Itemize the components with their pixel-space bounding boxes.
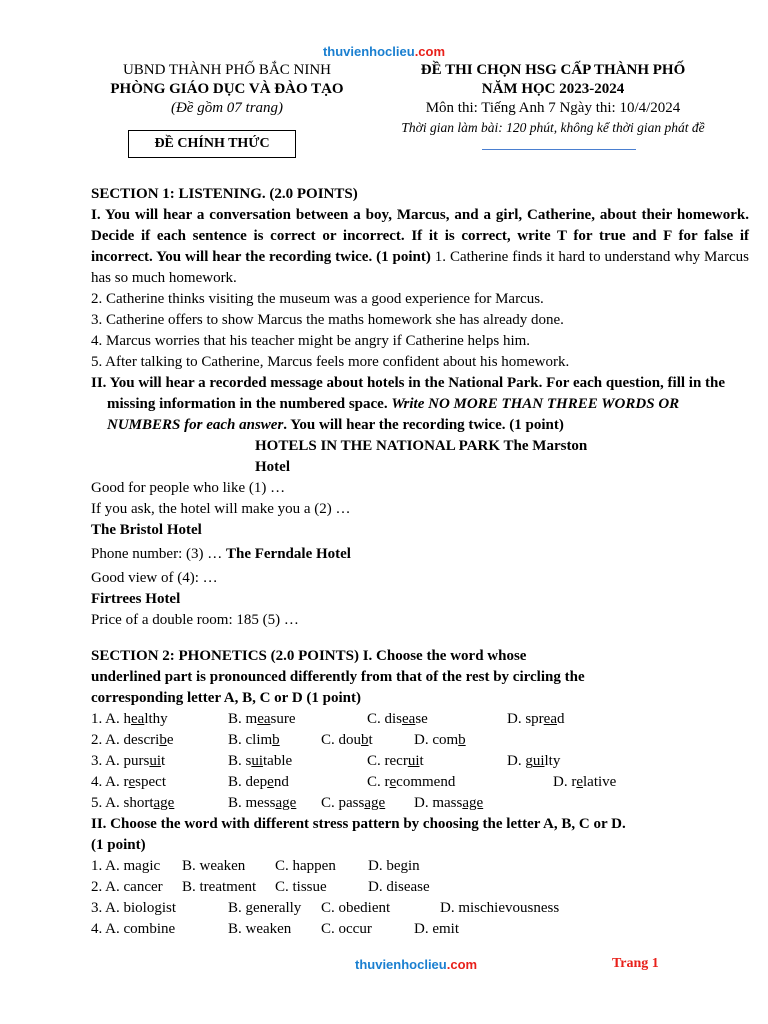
option: C. tissue [275, 879, 327, 895]
ferndale-heading: The Ferndale Hotel [225, 546, 351, 562]
gap-1-line: Good for people who like (1) … [91, 480, 286, 496]
stress-title: II. Choose the word with different stress pattern by choosing the letter A, B, C or D. [91, 816, 626, 832]
listening-part-1-instruction: I. You will hear a conversation between a boy, Marcus, and a girl, Catherine, about their homework. Decide if each sentence is correct or incorrect. If it is correct, write T for true and F for false if incorrect. You will hear the recording twice. (1 point) [91, 207, 749, 265]
gap-5-line: Price of a double room: 185 (5) … [91, 612, 299, 628]
page-number: Trang 1 [612, 956, 659, 971]
question-5: 5. After talking to Catherine, Marcus feels more confident about his homework. [91, 354, 570, 370]
option: D. guilty [507, 753, 561, 769]
option: B. climb [228, 732, 280, 748]
option: 1. A. magic [91, 858, 161, 874]
footer-site [355, 957, 477, 972]
gap-4-line: Good view of (4): … [91, 570, 218, 586]
question-3: 3. Catherine offers to show Marcus the maths homework she has already done. [91, 312, 564, 328]
option: 1. A. healthy [91, 711, 168, 727]
section-2-title-3: corresponding letter A, B, C or D (1 point) [91, 690, 361, 706]
listening-part-1 [91, 205, 749, 289]
section-2-title-2: underlined part is pronounced differently from that of the rest by circling the [91, 669, 585, 685]
option: D. begin [368, 858, 420, 874]
stress-row-3 [91, 898, 749, 919]
firtrees-heading: Firtrees Hotel [91, 591, 181, 607]
option: B. message [228, 795, 297, 811]
part-2-text-a: II. You will hear a recorded message about hotels in the National Park. For each question, fill in the missing information in the numbered space. [91, 375, 726, 412]
phonetics-row-1 [91, 709, 749, 730]
phonetics-row-3 [91, 751, 749, 772]
option: 4. A. respect [91, 774, 166, 790]
option: B. weaken [228, 921, 292, 937]
option: C. recruit [367, 753, 424, 769]
option: 2. A. describe [91, 732, 174, 748]
option: C. obedient [321, 900, 391, 916]
page-count-note: (Đề gồm 07 trang) [170, 100, 284, 116]
option: D. massage [414, 795, 484, 811]
stress-row-1 [91, 856, 749, 877]
option: B. depend [228, 774, 289, 790]
option: D. spread [507, 711, 565, 727]
site-name: thuvienhoclieu [322, 44, 415, 59]
bristol-heading: The Bristol Hotel [91, 522, 202, 538]
official-badge: ĐỀ CHÍNH THỨC [128, 130, 296, 158]
option: C. doubt [321, 732, 373, 748]
option: 3. A. biologist [91, 900, 177, 916]
left-header [91, 61, 363, 118]
option: B. treatment [182, 879, 257, 895]
option: D. mischievousness [440, 900, 560, 916]
exam-title: ĐỀ THI CHỌN HSG CẤP THÀNH PHỐ [420, 62, 686, 78]
question-4: 4. Marcus worries that his teacher might be angry if Catherine helps him. [91, 333, 531, 349]
option: B. measure [228, 711, 296, 727]
hotels-title: HOTELS IN THE NATIONAL PARK The Marston [255, 438, 588, 454]
option: D. comb [414, 732, 466, 748]
option: B. generally [228, 900, 302, 916]
option: D. emit [414, 921, 459, 937]
stress-row-4 [91, 919, 749, 940]
option: C. recommend [367, 774, 456, 790]
option: C. happen [275, 858, 336, 874]
phonetics-row-4 [91, 772, 749, 793]
duration-note: Thời gian làm bài: 120 phút, không kể thời gian phát đề [401, 120, 705, 135]
option: C. disease [367, 711, 428, 727]
option: C. occur [321, 921, 372, 937]
option: 5. A. shortage [91, 795, 175, 811]
authority-name: UBND THÀNH PHỐ BẮC NINH [122, 62, 332, 78]
question-1: 1. Catherine finds it hard to understand why Marcus has so much homework. [91, 249, 749, 286]
section-2 [91, 646, 749, 940]
option: C. passage [321, 795, 386, 811]
phone-text: Phone number: (3) … [91, 546, 226, 562]
site-header [0, 44, 768, 59]
right-header [368, 61, 738, 137]
department-name: PHÒNG GIÁO DỤC VÀ ĐÀO TẠO [110, 81, 344, 97]
option: B. weaken [182, 858, 246, 874]
phone-line [91, 544, 749, 565]
option: 2. A. cancer [91, 879, 163, 895]
section-1 [91, 184, 749, 631]
option: 3. A. pursuit [91, 753, 166, 769]
part-2-text-c: . You will hear the recording twice. (1 point) [283, 417, 564, 433]
site-domain: .com [414, 44, 446, 59]
gap-2-line: If you ask, the hotel will make you a (2) … [91, 501, 351, 517]
part-2-text-b: Write NO MORE THAN THREE WORDS OR NUMBERS for each answer [107, 396, 680, 433]
subject-date: Môn thi: Tiếng Anh 7 Ngày thi: 10/4/2024 [425, 100, 681, 116]
question-2: 2. Catherine thinks visiting the museum was a good experience for Marcus. [91, 291, 544, 307]
option: D. relative [553, 774, 617, 790]
option: B. suitable [228, 753, 293, 769]
phonetics-row-2 [91, 730, 749, 751]
hotels-title-cont: Hotel [255, 459, 290, 475]
stress-row-2 [91, 877, 749, 898]
stress-title-2: (1 point) [91, 837, 146, 853]
footer-site-domain: .com [446, 957, 478, 972]
option: D. disease [368, 879, 430, 895]
school-year: NĂM HỌC 2023-2024 [481, 81, 625, 97]
section-2-title: SECTION 2: PHONETICS (2.0 POINTS) I. Choose the word whose [91, 648, 527, 664]
footer-site-name: thuvienhoclieu [355, 957, 447, 972]
listening-part-2-instruction [91, 373, 749, 436]
header-divider [482, 149, 636, 150]
phonetics-row-5 [91, 793, 749, 814]
section-1-title: SECTION 1: LISTENING. (2.0 POINTS) [91, 186, 358, 202]
option: 4. A. combine [91, 921, 176, 937]
